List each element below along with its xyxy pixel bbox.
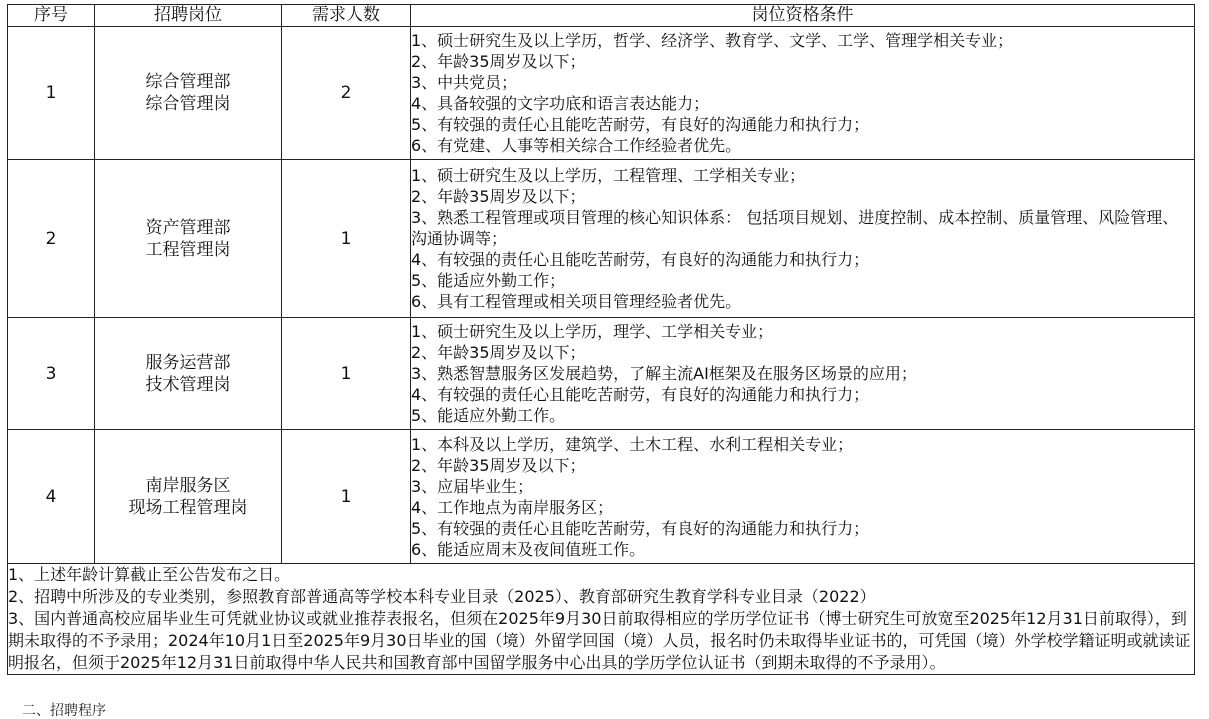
position-title: 现场工程管理岗 [128,497,248,518]
table-row [8,27,1195,160]
requirement-line: 1、本科及以上学历，建筑学、土木工程、水利工程相关专业； [411,434,854,454]
position-cell [95,160,282,318]
table-row [8,160,1195,318]
row-no: 2 [8,160,95,318]
requirement-line: 2、年龄35周岁及以下； [411,187,586,206]
requirement-line: 4、具备较强的文字功底和语言表达能力； [411,94,710,113]
requirements-cell [411,160,1195,318]
header-row [8,5,1195,27]
position-cell [95,27,282,160]
requirement-line: 5、有较强的责任心且能吃苦耐劳，有良好的沟通能力和执行力； [411,115,870,134]
next-section-heading: 二、招聘程序 [22,703,106,719]
position-title: 工程管理岗 [145,239,231,260]
requirement-line: 5、有较强的责任心且能吃苦耐劳，有良好的沟通能力和执行力； [411,518,870,538]
requirement-line: 6、有党建、人事等相关综合工作经验者优先。 [411,136,742,155]
requirement-line: 5、能适应外勤工作； [411,271,566,290]
table-row [8,430,1195,564]
recruitment-table [7,4,1195,675]
requirement-line: 6、能适应周末及夜间值班工作。 [411,539,646,559]
requirement-line: 5、能适应外勤工作。 [411,406,566,425]
headcount: 1 [282,160,411,318]
position-title: 综合管理岗 [145,94,231,114]
dept-name: 南岸服务区 [145,475,231,496]
requirement-line: 3、熟悉工程管理或项目管理的核心知识体系： 包括项目规划、进度控制、成本控制、质量管理、风险管理、沟通协调等； [411,208,1179,248]
note-item: 3、国内普通高校应届毕业生可凭就业协议或就业推荐表报名，但须在2025年9月30日前取得相应的学历学位证书（博士研究生可放宽至2025年12月31日前取得），到期未取得的不予录用；2024年10月1日至2025年9月30日毕业的国（境）外留学回国（境）人员，报名时仍未取得毕业证书的，可凭国（境）外学校学籍证明或就读证明报名，但须于2025年12月31日前取得中华人民共和国教育部中国留学服务中心出具的学历学位认证书（到期未取得的不予录用）。 [8,609,1191,672]
requirements-cell [411,430,1195,564]
requirement-line: 2、年龄35周岁及以下； [411,52,586,71]
position-cell [95,318,282,430]
requirement-line: 1、硕士研究生及以上学历，理学、工学相关专业； [411,322,774,341]
requirement-line: 1、硕士研究生及以上学历，工程管理、工学相关专业； [411,166,806,185]
requirement-line: 3、熟悉智慧服务区发展趋势，了解主流AI框架及在服务区场景的应用； [411,364,917,383]
requirements-cell [411,27,1195,160]
row-no: 1 [8,27,95,160]
requirement-line: 3、应届毕业生； [411,476,534,496]
requirement-line: 4、有较强的责任心且能吃苦耐劳，有良好的沟通能力和执行力； [411,250,870,269]
requirement-line: 3、中共党员； [411,73,518,92]
header-count: 需求人数 [282,5,411,27]
table-row [8,318,1195,430]
headcount: 2 [282,27,411,160]
row-no: 3 [8,318,95,430]
header-position: 招聘岗位 [95,5,282,27]
requirement-line: 2、年龄35周岁及以下； [411,343,586,362]
requirement-line: 2、年龄35周岁及以下； [411,455,586,475]
position-cell [95,430,282,564]
note-item: 1、上述年龄计算截止至公告发布之日。 [8,565,291,584]
requirement-line: 4、有较强的责任心且能吃苦耐劳，有良好的沟通能力和执行力； [411,385,870,404]
position-title: 技术管理岗 [145,374,231,395]
headcount: 1 [282,318,411,430]
row-no: 4 [8,430,95,564]
requirement-line: 1、硕士研究生及以上学历，哲学、经济学、教育学、文学、工学、管理学相关专业； [411,31,1014,50]
dept-name: 资产管理部 [145,217,231,238]
notes-cell [8,564,1195,675]
header-no: 序号 [8,5,95,27]
note-item: 2、招聘中所涉及的专业类别，参照教育部普通高等学校本科专业目录（2025）、教育部研究生教育学科专业目录（2022） [8,587,876,606]
requirement-line: 6、具有工程管理或相关项目管理经验者优先。 [411,292,742,311]
notes-row [8,564,1195,675]
dept-name: 综合管理部 [145,72,231,92]
dept-name: 服务运营部 [145,352,231,373]
headcount: 1 [282,430,411,564]
requirement-line: 4、工作地点为南岸服务区； [411,497,614,517]
requirements-cell [411,318,1195,430]
header-requirements: 岗位资格条件 [411,5,1195,27]
